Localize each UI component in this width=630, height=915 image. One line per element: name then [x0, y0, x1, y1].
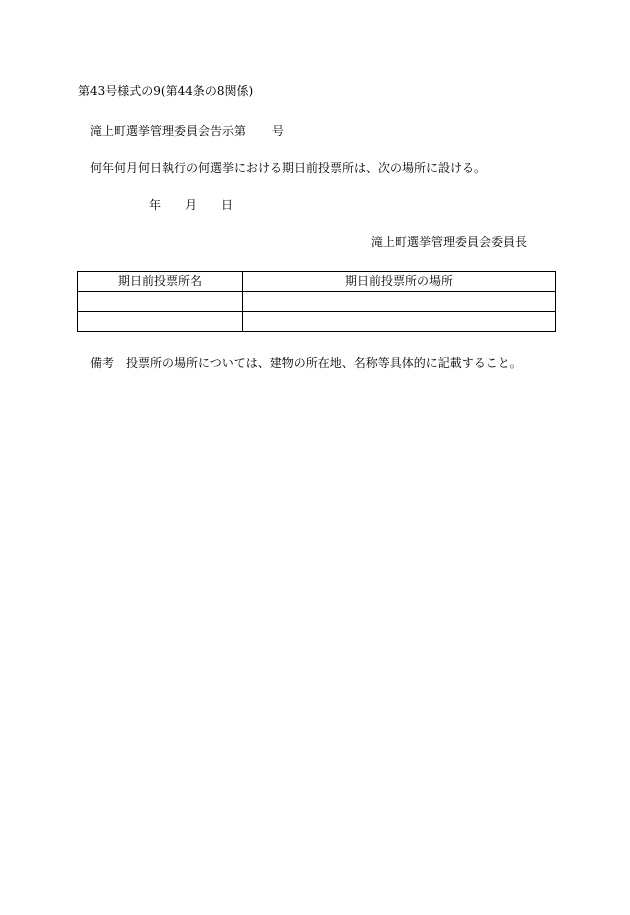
- table-header-row: [78, 272, 556, 292]
- remark-text: 投票所の場所については、建物の所在地、名称等具体的に記載すること。: [126, 356, 522, 370]
- form-reference: 第43号様式の9(第44条の8関係): [78, 84, 254, 98]
- notice-suffix: 号: [272, 124, 285, 138]
- notice-number-line: [90, 123, 284, 139]
- table-row: [78, 312, 556, 332]
- table-row: [78, 292, 556, 312]
- date-day: 日: [221, 198, 234, 212]
- table-cell: [243, 292, 556, 312]
- table-cell: [243, 312, 556, 332]
- polling-locations-table: [77, 271, 556, 332]
- table-cell: [78, 312, 243, 332]
- body-text: 何年何月何日執行の何選挙における期日前投票所は、次の場所に設ける。: [90, 161, 487, 175]
- remark-label: 備考: [90, 356, 115, 370]
- signer: 滝上町選挙管理委員会委員長: [371, 235, 528, 249]
- date-line: [149, 197, 233, 213]
- header-location-place: 期日前投票所の場所: [243, 272, 556, 292]
- notice-prefix: 滝上町選挙管理委員会告示第: [90, 124, 247, 138]
- remark: [90, 355, 522, 371]
- header-location-name: 期日前投票所名: [78, 272, 243, 292]
- date-month: 月: [185, 198, 198, 212]
- date-year: 年: [149, 198, 162, 212]
- table-cell: [78, 292, 243, 312]
